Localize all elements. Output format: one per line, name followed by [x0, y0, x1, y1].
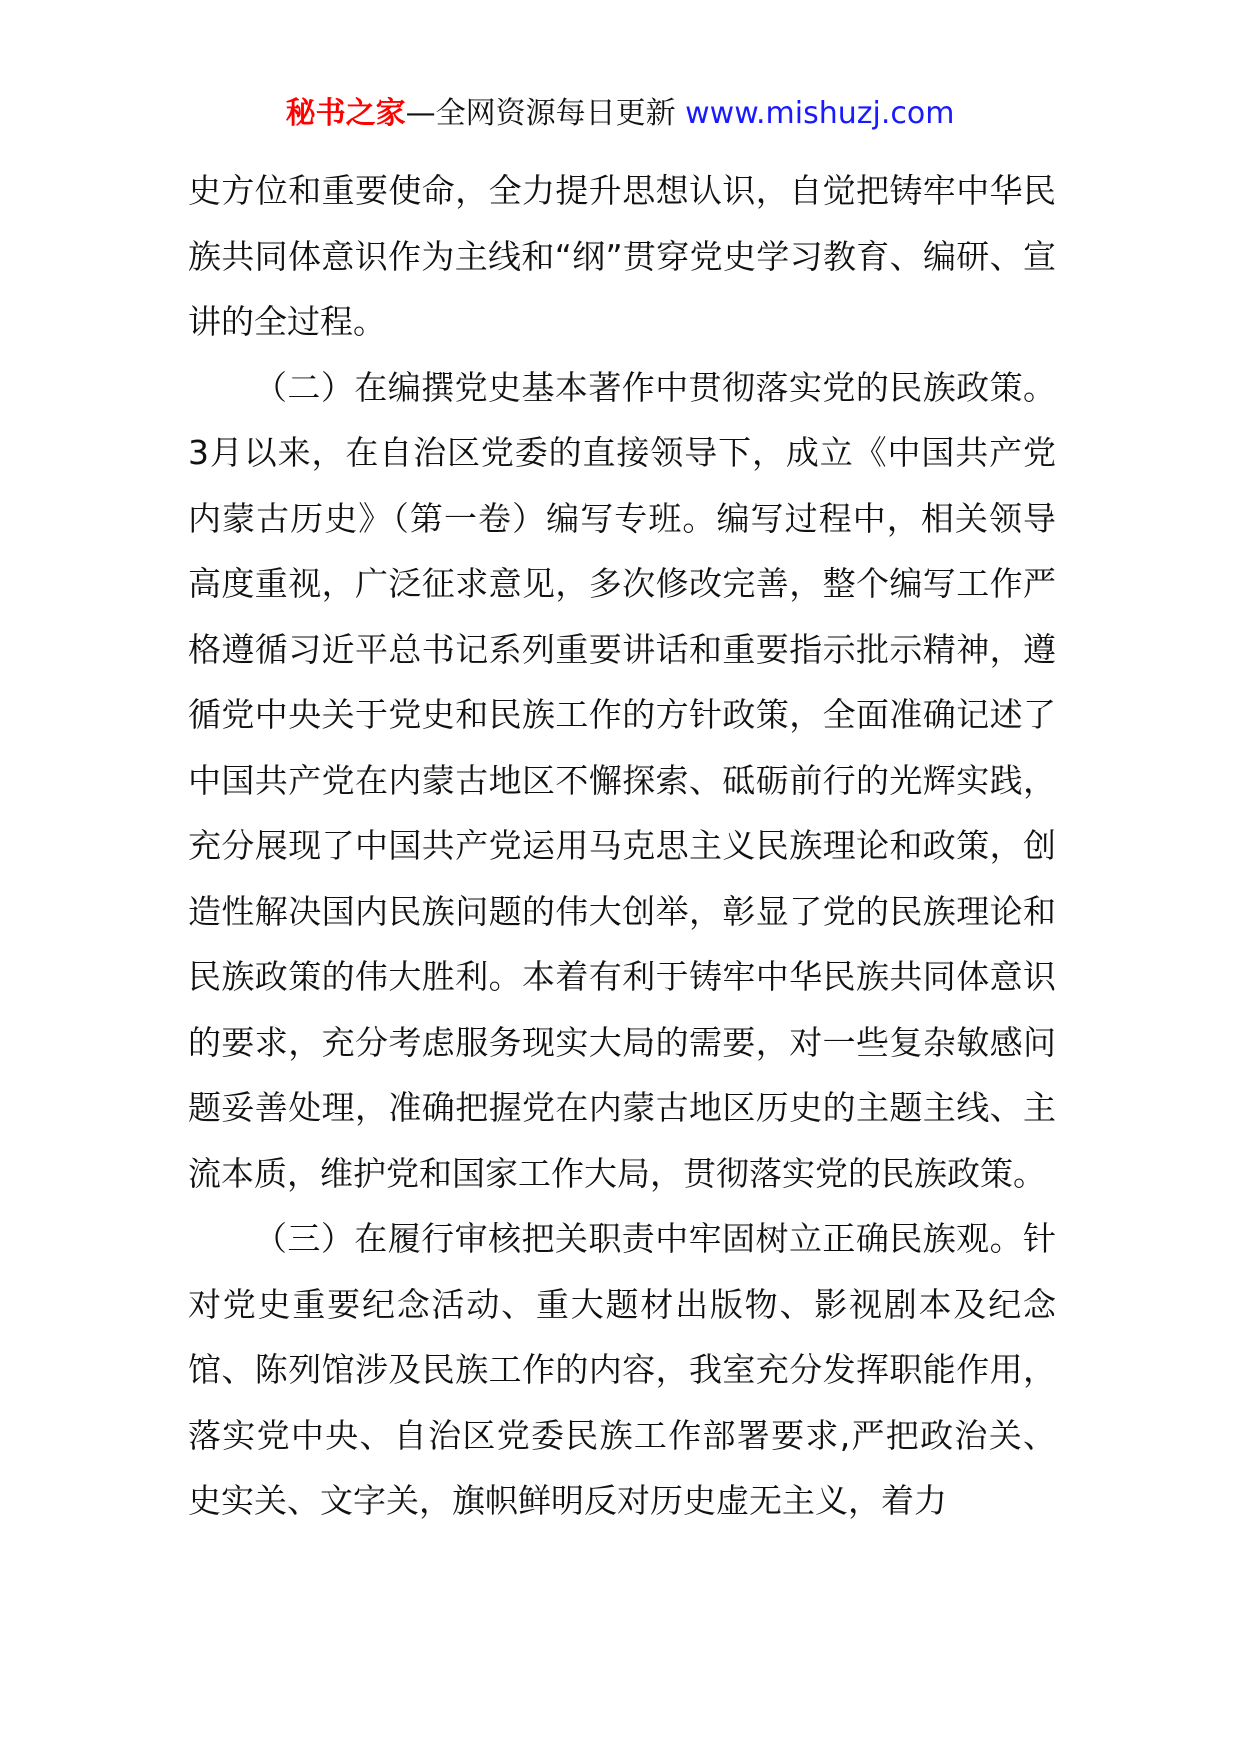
header-tagline: —全网资源每日更新 — [405, 96, 686, 131]
brand-name: 秘书之家 — [285, 96, 406, 131]
site-header — [0, 94, 1240, 134]
site-url-link[interactable]: www.mishuzj.com — [685, 96, 955, 131]
document-body — [188, 158, 1056, 1534]
paragraph-section-three: （三）在履行审核把关职责中牢固树立正确民族观。针对党史重要纪念活动、重大题材出版物、影视剧本及纪念馆、陈列馆涉及民族工作的内容，我室充分发挥职能作用，落实党中央、自治区党委民族工作部署要求,严把政治关、史实关、文字关，旗帜鲜明反对历史虚无主义，着力 — [188, 1219, 1056, 1520]
paragraph-section-two: （二）在编撰党史基本著作中贯彻落实党的民族政策。3月以来，在自治区党委的直接领导下，成立《中国共产党内蒙古历史》（第一卷）编写专班。编写过程中，相关领导高度重视，广泛征求意见，多次修改完善，整个编写工作严格遵循习近平总书记系列重要讲话和重要指示批示精神，遵循党中央关于党史和民族工作的方针政策，全面准确记述了中国共产党在内蒙古地区不懈探索、砥砺前行的光辉实践，充分展现了中国共产党运用马克思主义民族理论和政策，创造性解决国内民族问题的伟大创举，彰显了党的民族理论和民族政策的伟大胜利。本着有利于铸牢中华民族共同体意识的要求，充分考虑服务现实大局的需要，对一些复杂敏感问题妥善处理，准确把握党在内蒙古地区历史的主题主线、主流本质，维护党和国家工作大局，贯彻落实党的民族政策。 — [188, 367, 1056, 1193]
paragraph-continuation: 史方位和重要使命，全力提升思想认识，自觉把铸牢中华民族共同体意识作为主线和“纲”贯穿党史学习教育、编研、宣讲的全过程。 — [188, 171, 1056, 341]
